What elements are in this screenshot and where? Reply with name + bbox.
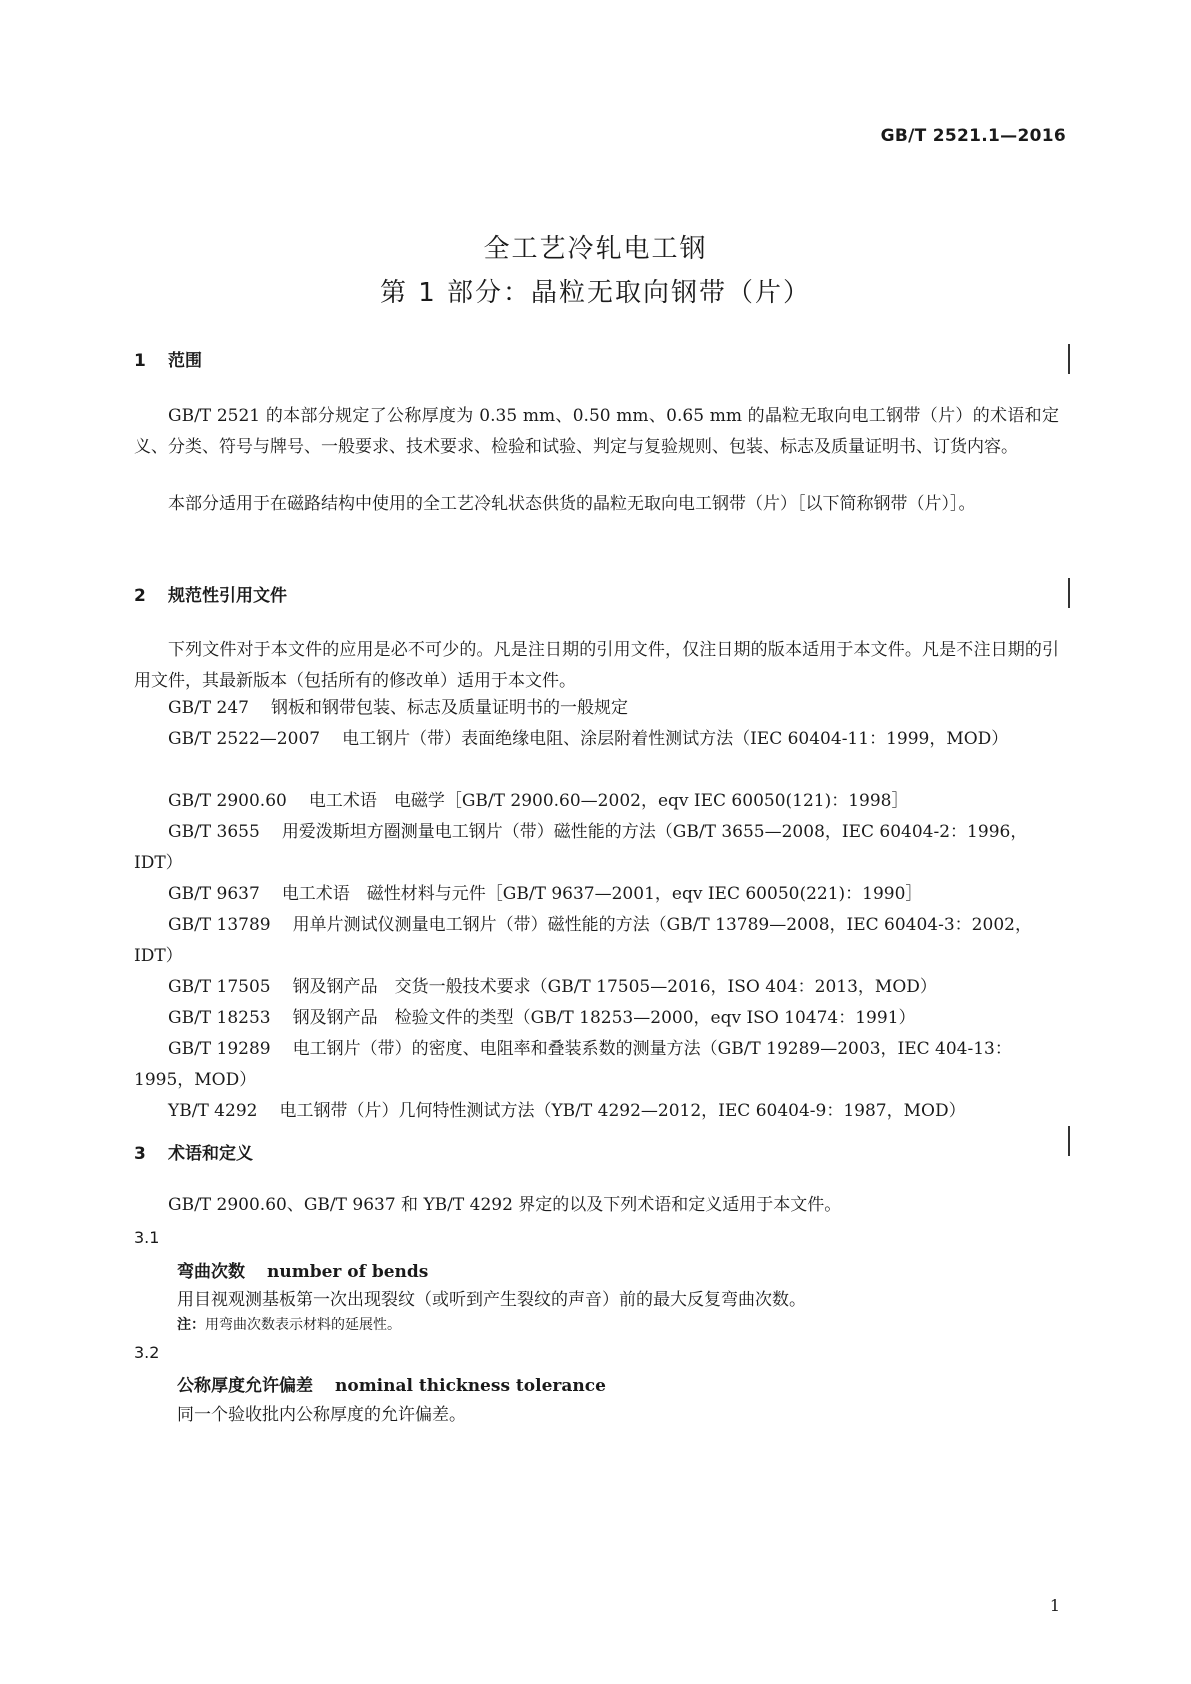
reference-item (134, 1003, 1059, 1034)
terms-intro: GB/T 2900.60、GB/T 9637 和 YB/T 4292 界定的以及下列术语和定义适用于本文件。 (168, 1195, 842, 1215)
document-title (0, 228, 1191, 314)
term-heading (177, 1371, 606, 1396)
term-number: 3.2 (134, 1343, 160, 1362)
reference-code: GB/T 17505 (168, 977, 271, 997)
change-bar (1068, 1126, 1070, 1156)
reference-title: 用爱泼斯坦方圈测量电工钢片（带）磁性能的方法（GB/T 3655—2008，IEC 60404-2：1996，IDT） (134, 822, 1028, 873)
scope-paragraph-1: GB/T 2521 的本部分规定了公称厚度为 0.35 mm、0.50 mm、0.65 mm 的晶粒无取向电工钢带（片）的术语和定义、分类、符号与牌号、一般要求、技术要求、检验和试验、判定与复验规则、包装、标志及质量证明书、订货内容。 (134, 406, 1059, 457)
term-zh: 弯曲次数 (177, 1262, 245, 1282)
reference-code: GB/T 2522—2007 (168, 729, 321, 749)
reference-item (134, 786, 1059, 817)
reference-title: 电工术语 电磁学［GB/T 2900.60—2002，eqv IEC 60050(121)：1998］ (308, 791, 909, 811)
term-zh: 公称厚度允许偏差 (177, 1376, 313, 1396)
reference-title: 钢及钢产品 检验文件的类型（GB/T 18253—2000，eqv ISO 10474：1991） (292, 1008, 916, 1028)
term-definition: 同一个验收批内公称厚度的允许偏差。 (177, 1405, 466, 1425)
reference-code: GB/T 18253 (168, 1008, 271, 1028)
section-2-heading (134, 581, 287, 606)
change-bar (1068, 578, 1070, 608)
scope-paragraph-2: 本部分适用于在磁路结构中使用的全工艺冷轧状态供货的晶粒无取向电工钢带（片）［以下简称钢带（片）］。 (168, 494, 976, 514)
page-number: 1 (1049, 1596, 1060, 1615)
note-label: 注： (177, 1317, 205, 1333)
title-line-2: 第 1 部分：晶粒无取向钢带（片） (379, 278, 812, 308)
reference-item (134, 693, 1059, 724)
reference-title: 电工术语 磁性材料与元件［GB/T 9637—2001，eqv IEC 60050(221)：1990］ (281, 884, 923, 904)
reference-item (134, 1096, 1059, 1127)
section-number: 3 (134, 1144, 146, 1164)
term-en: nominal thickness tolerance (335, 1376, 606, 1396)
term-definition: 用目视观测基板第一次出现裂纹（或听到产生裂纹的声音）前的最大反复弯曲次数。 (177, 1290, 806, 1310)
reference-code: GB/T 13789 (168, 915, 271, 935)
reference-code: GB/T 19289 (168, 1039, 271, 1059)
term-en: number of bends (267, 1262, 429, 1282)
title-line-1: 全工艺冷轧电工钢 (483, 234, 708, 264)
reference-code: GB/T 3655 (168, 822, 260, 842)
reference-code: GB/T 247 (168, 698, 249, 718)
change-bar (1068, 344, 1070, 374)
reference-title: 用单片测试仪测量电工钢片（带）磁性能的方法（GB/T 13789—2008，IEC 60404-3：2002，IDT） (134, 915, 1032, 966)
reference-title: 电工钢片（带）的密度、电阻率和叠装系数的测量方法（GB/T 19289—2003，IEC 404-13：1995，MOD） (134, 1039, 1012, 1090)
reference-title: 电工钢带（片）几何特性测试方法（YB/T 4292—2012，IEC 60404-9：1987，MOD） (279, 1101, 966, 1121)
section-title: 范围 (168, 351, 202, 371)
section-title: 规范性引用文件 (168, 586, 287, 606)
term-heading (177, 1257, 428, 1282)
reference-item (134, 1034, 1059, 1096)
section-number: 1 (134, 351, 146, 371)
term-note (177, 1314, 401, 1334)
section-title: 术语和定义 (168, 1144, 253, 1164)
reference-item (134, 817, 1059, 879)
reference-item (134, 879, 1059, 910)
note-text: 用弯曲次数表示材料的延展性。 (205, 1317, 401, 1333)
section-1-heading (134, 346, 202, 371)
reference-title: 钢及钢产品 交货一般技术要求（GB/T 17505—2016，ISO 404：2013，MOD） (292, 977, 937, 997)
reference-code: GB/T 2900.60 (168, 791, 287, 811)
reference-item (134, 972, 1059, 1003)
reference-item (134, 724, 1059, 755)
reference-title: 电工钢片（带）表面绝缘电阻、涂层附着性测试方法（IEC 60404-11：1999，MOD） (342, 729, 1009, 749)
reference-title: 钢板和钢带包装、标志及质量证明书的一般规定 (271, 698, 628, 718)
references-intro: 下列文件对于本文件的应用是必不可少的。凡是注日期的引用文件，仅注日期的版本适用于本文件。凡是不注日期的引用文件，其最新版本（包括所有的修改单）适用于本文件。 (134, 640, 1059, 691)
term-number: 3.1 (134, 1228, 160, 1247)
reference-code: GB/T 9637 (168, 884, 260, 904)
standard-number: GB/T 2521.1—2016 (880, 126, 1066, 146)
reference-code: YB/T 4292 (168, 1101, 258, 1121)
reference-item (134, 910, 1059, 972)
section-3-heading (134, 1139, 253, 1164)
section-number: 2 (134, 586, 146, 606)
